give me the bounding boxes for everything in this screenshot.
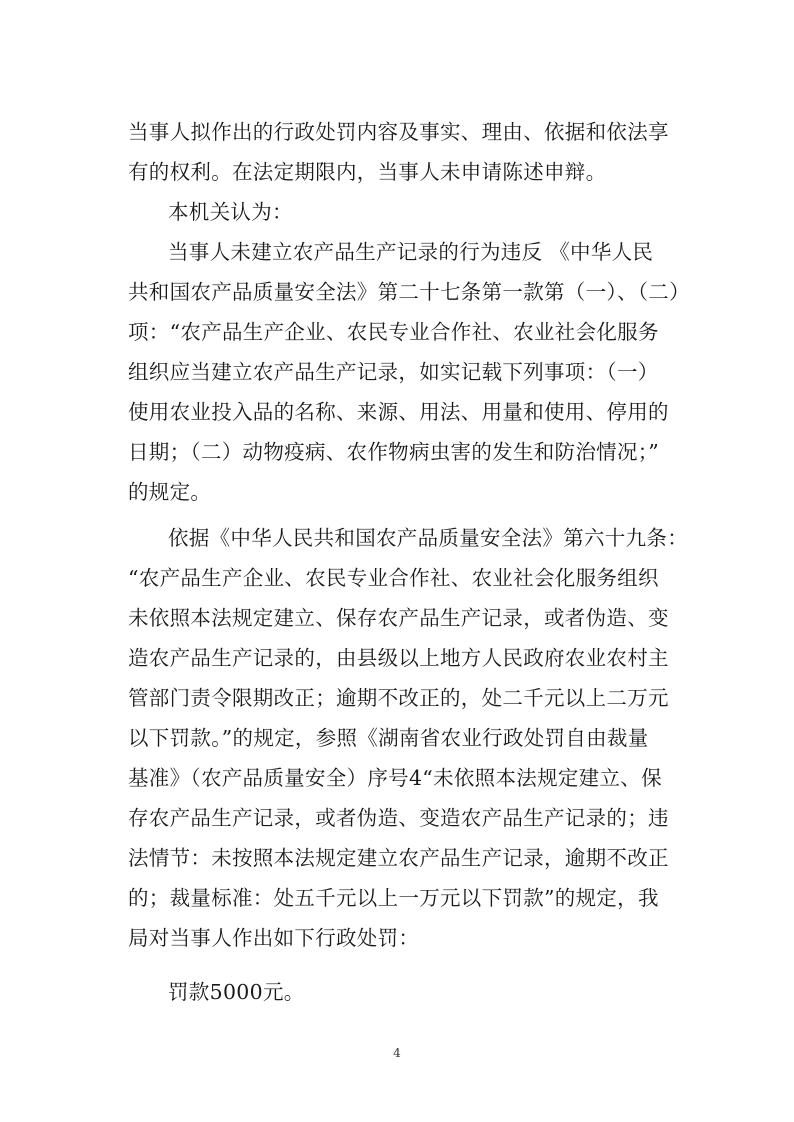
- page-number: 4: [393, 1046, 401, 1060]
- text-line: 造农产品生产记录的，由县级以上地方人民政府农业农村主: [128, 646, 669, 670]
- text-line: 本机关认为：: [168, 200, 293, 224]
- text-line: 项：“农产品生产企业、农民专业合作社、农业社会化服务: [128, 320, 659, 344]
- text-line: 当事人拟作出的行政处罚内容及事实、理由、依据和依法享: [128, 120, 669, 144]
- text-line: 组织应当建立农产品生产记录，如实记载下列事项：（一）: [128, 360, 659, 384]
- text-line: 当事人未建立农产品生产记录的行为违反 《中华人民: [168, 240, 654, 264]
- text-line: 局对当事人作出如下行政处罚：: [128, 926, 420, 950]
- text-line: 依据《中华人民共和国农产品质量安全法》第六十九条：: [168, 526, 688, 550]
- text-line: 基准》（农产品质量安全）序号4“未依照本法规定建立、保: [128, 766, 662, 790]
- text-line: 有的权利。在法定期限内，当事人未申请陈述申辩。: [128, 160, 607, 184]
- text-line: “农产品生产企业、农民专业合作社、农业社会化服务组织: [128, 566, 659, 590]
- text-line: 存农产品生产记录，或者伪造、变造农产品生产记录的；违: [128, 806, 669, 830]
- text-line: 的规定。: [128, 480, 212, 504]
- text-line: 法情节：未按照本法规定建立农产品生产记录，逾期不改正: [128, 846, 669, 870]
- text-line: 罚款5000元。: [168, 980, 305, 1004]
- text-line: 日期；（二）动物疫病、农作物病虫害的发生和防治情况；”: [128, 440, 660, 464]
- text-line: 管部门责令限期改正；逾期不改正的，处二千元以上二万元: [128, 686, 669, 710]
- text-line: 以下罚款。”的规定，参照《湖南省农业行政处罚自由裁量: [128, 726, 649, 750]
- text-line: 的；裁量标准：处五千元以上一万元以下罚款”的规定，我: [128, 886, 659, 910]
- text-line: 使用农业投入品的名称、来源、用法、用量和使用、停用的: [128, 400, 669, 424]
- text-line: 共和国农产品质量安全法》第二十七条第一款第（一）、（二）: [128, 280, 690, 304]
- text-line: 未依照本法规定建立、保存农产品生产记录，或者伪造、变: [128, 606, 669, 630]
